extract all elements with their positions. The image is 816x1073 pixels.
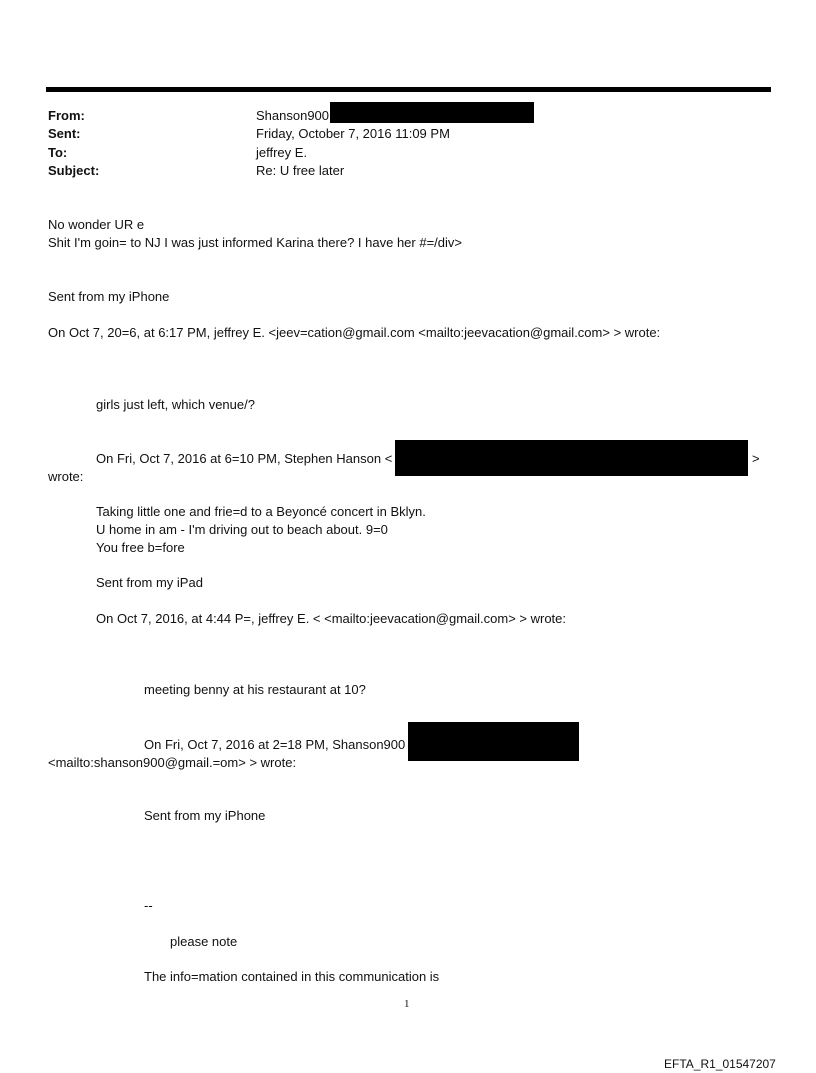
to-label: To: bbox=[48, 145, 68, 160]
sent-value: Friday, October 7, 2016 11:09 PM bbox=[256, 126, 450, 141]
quote-2-line-1: Taking little one and frie=d to a Beyoncé concert in Bklyn. bbox=[96, 504, 426, 519]
signature-dashes: -- bbox=[144, 898, 153, 913]
quote-3-text: meeting benny at his restaurant at 10? bbox=[144, 682, 366, 697]
quote-1-intro: On Oct 7, 20=6, at 6:17 PM, jeffrey E. <jeev=cation@gmail.com <mailto:jeevacation@gmail.com> > wrote: bbox=[48, 325, 661, 340]
please-note: please note bbox=[170, 934, 238, 949]
sent-from-ipad: Sent from my iPad bbox=[96, 575, 203, 590]
quote-1-text: girls just left, which venue/? bbox=[96, 397, 255, 412]
body-line-1: No wonder UR e bbox=[48, 217, 145, 232]
sent-from-iphone-2: Sent from my iPhone bbox=[144, 808, 266, 823]
quote-4-mailto: <mailto:shanson900@gmail.=om> > wrote: bbox=[48, 755, 297, 770]
quote-4-intro: On Fri, Oct 7, 2016 at 2=18 PM, Shanson900 bbox=[144, 737, 406, 752]
quote-2-line-2: U home in am - I'm driving out to beach about. 9=0 bbox=[96, 522, 388, 537]
info-line: The info=mation contained in this communication is bbox=[144, 969, 440, 984]
body-line-2: Shit I'm goin= to NJ I was just informed Karina there? I have her #=/div> bbox=[48, 235, 463, 250]
subject-label: Subject: bbox=[48, 163, 100, 178]
sent-from-iphone-1: Sent from my iPhone bbox=[48, 289, 170, 304]
header-rule bbox=[46, 87, 771, 92]
quote-3-intro: On Oct 7, 2016, at 4:44 P=, jeffrey E. < <mailto:jeevacation@gmail.com> > wrote: bbox=[96, 611, 567, 626]
from-value: Shanson900 bbox=[256, 108, 330, 123]
quote-2-intro-close: > bbox=[752, 451, 760, 466]
page-number: 1 bbox=[404, 998, 410, 1010]
from-label: From: bbox=[48, 108, 85, 123]
redaction-email-1 bbox=[395, 440, 748, 476]
quote-2-intro: On Fri, Oct 7, 2016 at 6=10 PM, Stephen Hanson < bbox=[96, 451, 393, 466]
quote-2-wrote: wrote: bbox=[48, 469, 84, 484]
redaction-email-2 bbox=[408, 722, 579, 761]
subject-value: Re: U free later bbox=[256, 163, 345, 178]
redaction-from bbox=[330, 102, 534, 123]
quote-2-line-3: You free b=fore bbox=[96, 540, 185, 555]
document-id: EFTA_R1_01547207 bbox=[664, 1057, 776, 1071]
to-value: jeffrey E. bbox=[256, 145, 308, 160]
sent-label: Sent: bbox=[48, 126, 81, 141]
